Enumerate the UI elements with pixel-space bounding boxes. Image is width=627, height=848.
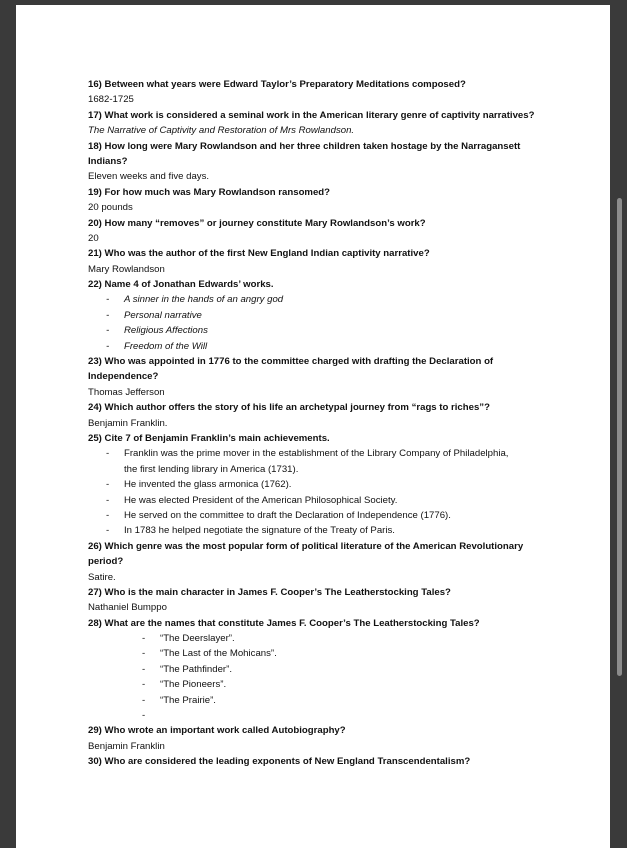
vertical-scrollbar[interactable] xyxy=(617,198,622,676)
bullet-dash: - xyxy=(106,340,110,352)
list-item-text: Religious Affections xyxy=(124,325,208,337)
list-item-cont xyxy=(88,462,603,477)
answer-23: Thomas Jefferson xyxy=(88,386,165,398)
bullet-dash: - xyxy=(106,494,110,506)
list-item-text: He invented the glass armonica (1762). xyxy=(124,479,292,491)
bullet-dash: - xyxy=(142,694,146,706)
question-18: 18) How long were Mary Rowlandson and her three children taken hostage by the Narragansett xyxy=(88,140,521,152)
question-24: 24) Which author offers the story of his life an archetypal journey from “rags to riches”? xyxy=(88,402,490,414)
list-item xyxy=(88,662,603,677)
bullet-dash: - xyxy=(106,509,110,521)
answer-26: Satire. xyxy=(88,571,116,583)
bullet-dash: - xyxy=(142,633,146,645)
list-item xyxy=(88,508,603,523)
list-item-text: “The Prairie”. xyxy=(160,694,216,706)
answer-24: Benjamin Franklin. xyxy=(88,417,168,429)
bullet-dash: - xyxy=(142,710,146,722)
bullet-dash: - xyxy=(106,325,110,337)
list-item xyxy=(88,677,603,692)
list-item-text: “The Last of the Mohicans”. xyxy=(160,648,277,660)
answer-16: 1682-1725 xyxy=(88,94,134,106)
question-17: 17) What work is considered a seminal work in the American literary genre of captivity narratives? xyxy=(88,109,535,121)
list-item xyxy=(88,323,603,338)
question-23: 23) Who was appointed in 1776 to the committee charged with drafting the Declaration of xyxy=(88,356,494,368)
bullet-dash: - xyxy=(106,294,110,306)
list-item xyxy=(88,308,603,323)
list-item xyxy=(88,477,603,492)
list-item-text: “The Pathfinder”. xyxy=(160,663,232,675)
list-item xyxy=(88,292,603,307)
list-item-text: A sinner in the hands of an angry god xyxy=(124,294,284,306)
list-item-empty xyxy=(88,708,603,723)
question-23-cont: Independence? xyxy=(88,371,159,383)
answer-21: Mary Rowlandson xyxy=(88,263,165,275)
question-18-cont: Indians? xyxy=(88,155,128,167)
bullet-dash: - xyxy=(142,679,146,691)
bullet-dash: - xyxy=(106,448,110,460)
list-item xyxy=(88,493,603,508)
question-22: 22) Name 4 of Jonathan Edwards’ works. xyxy=(88,279,274,291)
question-27: 27) Who is the main character in James F. Cooper’s The Leatherstocking Tales? xyxy=(88,586,451,598)
answer-17: The Narrative of Captivity and Restoration of Mrs Rowlandson. xyxy=(88,125,355,137)
question-16: 16) Between what years were Edward Taylor’s Preparatory Meditations composed? xyxy=(88,79,466,90)
question-25: 25) Cite 7 of Benjamin Franklin’s main achievements. xyxy=(88,432,330,444)
list-item xyxy=(88,693,603,708)
list-item xyxy=(88,523,603,538)
document-content xyxy=(88,77,603,770)
list-item xyxy=(88,631,603,646)
question-28: 28) What are the names that constitute James F. Cooper’s The Leatherstocking Tales? xyxy=(88,617,480,629)
bullet-dash: - xyxy=(142,648,146,660)
list-item-text: He was elected President of the American Philosophical Society. xyxy=(124,494,398,506)
list-item-text: Freedom of the Will xyxy=(124,340,208,352)
list-item xyxy=(88,646,603,661)
list-item xyxy=(88,339,603,354)
answer-27: Nathaniel Bumppo xyxy=(88,602,167,614)
list-item-text: “The Deerslayer”. xyxy=(160,633,235,645)
question-29: 29) Who wrote an important work called Autobiography? xyxy=(88,725,346,737)
bullet-dash: - xyxy=(106,479,110,491)
question-19: 19) For how much was Mary Rowlandson ransomed? xyxy=(88,186,331,198)
question-20: 20) How many “removes” or journey constitute Mary Rowlandson’s work? xyxy=(88,217,426,229)
answer-19: 20 pounds xyxy=(88,202,133,214)
bullet-dash: - xyxy=(106,525,110,537)
question-26-cont: period? xyxy=(88,556,124,568)
question-26: 26) Which genre was the most popular form of political literature of the American Revolutionary xyxy=(88,540,524,552)
bullet-dash: - xyxy=(142,663,146,675)
list-item-text: He served on the committee to draft the Declaration of Independence (1776). xyxy=(124,509,451,521)
answer-18: Eleven weeks and five days. xyxy=(88,171,210,183)
answer-20: 20 xyxy=(88,232,99,244)
list-item-text: In 1783 he helped negotiate the signature of the Treaty of Paris. xyxy=(124,525,395,537)
list-item-text: Franklin was the prime mover in the establishment of the Library Company of Philadelphia, xyxy=(124,448,509,460)
question-21: 21) Who was the author of the first New England Indian captivity narrative? xyxy=(88,248,430,260)
list-item-text: “The Pioneers”. xyxy=(160,679,227,691)
question-30: 30) Who are considered the leading exponents of New England Transcendentalism? xyxy=(88,756,471,768)
list-item xyxy=(88,446,603,461)
answer-29: Benjamin Franklin xyxy=(88,740,165,752)
list-item-text: Personal narrative xyxy=(124,309,202,321)
bullet-dash: - xyxy=(106,309,110,321)
list-item-text: the first lending library in America (1731). xyxy=(124,463,299,475)
